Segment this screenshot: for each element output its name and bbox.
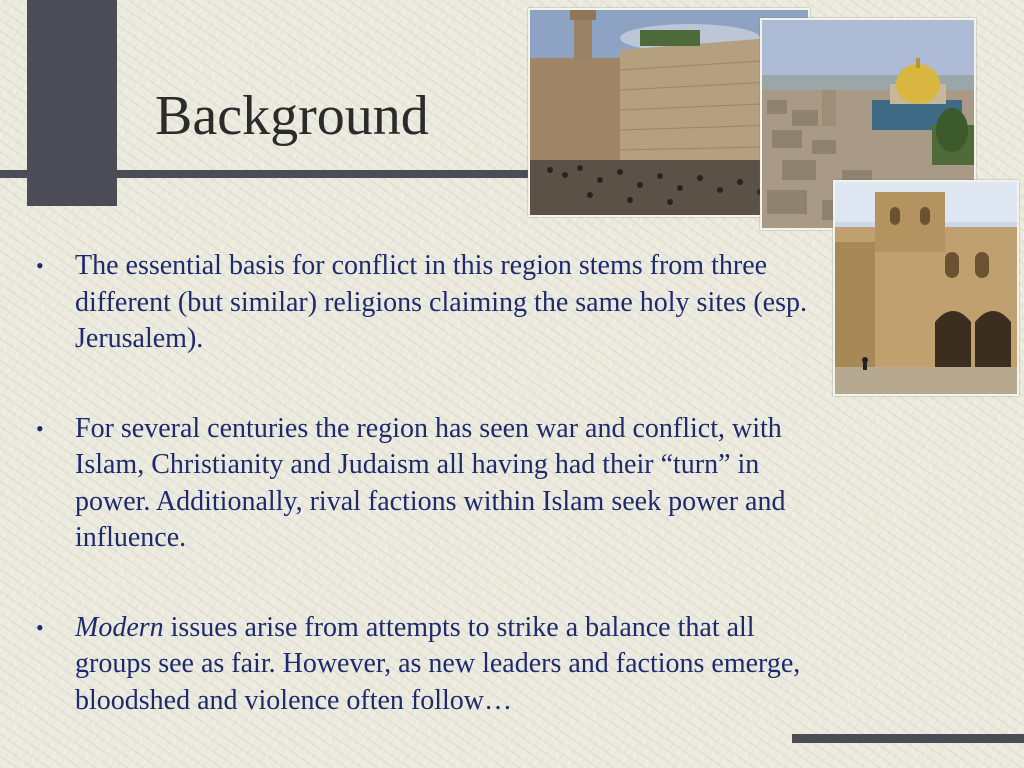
title-divider-line bbox=[0, 170, 540, 178]
bullet-item bbox=[36, 610, 826, 720]
bullet-text: For several centuries the region has seen war and conflict, with Islam, Christianity and Judaism all having had their “turn” in power. Additionally, rival factions within Islam seek power and influence. bbox=[75, 412, 786, 553]
bullet-text: The essential basis for conflict in this region stems from three different (but similar) religions claiming the same holy sites (esp. Jerusalem). bbox=[75, 250, 807, 354]
bullet-marker: • bbox=[36, 415, 44, 441]
bullet-list bbox=[36, 248, 826, 719]
holy-sepulchre-photo bbox=[833, 180, 1019, 396]
slide-title: Background bbox=[155, 85, 429, 147]
bullet-marker: • bbox=[36, 253, 44, 278]
bullet-marker: • bbox=[36, 614, 44, 640]
bullet-text: issues arise from attempts to strike a balance that all groups see as fair. However, as new leaders and factions emerge, bloodshed and violence often follow… bbox=[75, 611, 801, 716]
bullet-emphasis: Modern bbox=[75, 611, 164, 643]
bullet-item bbox=[36, 411, 826, 557]
footer-divider-line bbox=[792, 734, 1024, 743]
bullet-item bbox=[36, 248, 826, 358]
